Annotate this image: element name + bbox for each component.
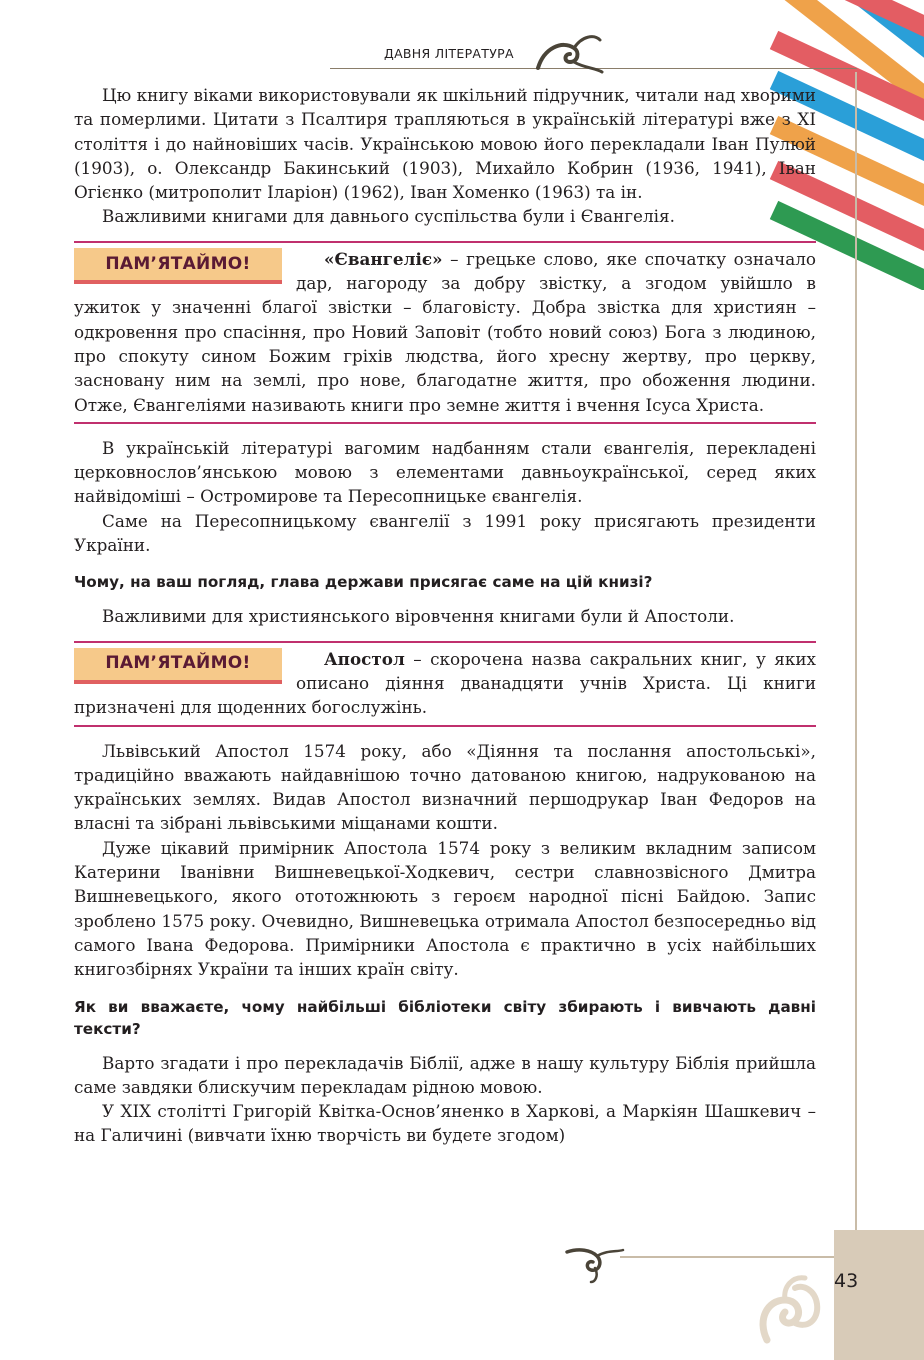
frame-line-horizontal bbox=[620, 1256, 857, 1258]
question: Чому, на ваш погляд, глава держави присягає саме на цій книзі? bbox=[74, 573, 653, 592]
remember-box-gospel bbox=[74, 242, 816, 424]
flourish-icon bbox=[534, 28, 604, 76]
paragraph: В українській літературі вагомим надбанням стали євангелія, перекладені церковнослов’янською мовою з елементами давньоукраїнської, серед яких найвідоміші – Остромирове та Пересопницьке євангелія. bbox=[74, 437, 816, 507]
flourish-bottom-icon bbox=[565, 1246, 625, 1284]
corner-ornament-icon bbox=[757, 1270, 827, 1360]
running-header: ДАВНЯ ЛІТЕРАТУРА bbox=[384, 46, 514, 61]
paragraph: Саме на Пересопницькому євангелії з 1991 року присягають президенти України. bbox=[74, 510, 816, 556]
definition-text: Апостол – скорочена назва сакральних книг, у яких описано діяння дванадцяти учнів Христа. Ці книги призначені для щоденних богослужінь. bbox=[74, 648, 816, 718]
definition-term: Апостол bbox=[324, 648, 405, 669]
paragraph: Варто згадати і про перекладачів Біблії, адже в нашу культуру Біблія прийшла саме завдяки блискучим перекладам рідною мовою. bbox=[74, 1052, 816, 1097]
remember-label: ПАМ’ЯТАЙМО! bbox=[74, 648, 282, 684]
remember-box-apostle bbox=[74, 642, 816, 727]
main-text bbox=[74, 83, 816, 1148]
page-corner-band bbox=[834, 1230, 924, 1360]
paragraph: Львівський Апостол 1574 року, або «Діяння та послання апостольські», традиційно вважають найдавнішою точно датованою книгою, надрукованою на українських землях. Видав Апостол визначний першодрукар Іван Федоров на власні та зібрані львівськими міщанами кошти. bbox=[74, 740, 816, 834]
paragraph: Цю книгу віками використовували як шкільний підручник, читали над хворими та померлими. Цитати з Псалтиря трапляються в українській літературі вже з XI століття і до найновіших часів. Українською мовою його перекладали Іван Пулюй (1903), о. Олександр Бакинський (1903), Михайло Кобрин (1936, 1941), Іван Огієнко (митрополит Іларіон) (1962), Іван Хоменко (1963) та ін. bbox=[74, 85, 816, 203]
definition-term: «Євангеліє» bbox=[324, 248, 443, 269]
remember-label: ПАМ’ЯТАЙМО! bbox=[74, 248, 282, 284]
paragraph: У XIX столітті Григорій Квітка-Основ’яненко в Харкові, а Маркіян Шашкевич – на Галичині (вивчати їхню творчість ви будете згодом) bbox=[74, 1101, 816, 1146]
page-number: 43 bbox=[834, 1270, 859, 1292]
paragraph: Дуже цікавий примірник Апостола 1574 року з великим вкладним записом Катерини Іванівни Вишневецької-Ходкевич, сестри славнозвісного Дмитра Вишневецького, якого ототожнюють з героєм народної пісні Байдою. Запис зроблено 1575 року. Очевидно, Вишневецька отримала Апостол безпосередньо від самого Івана Федорова. Примірники Апостола є практично в усіх найбільших книгозбірнях України та інших країн світу. bbox=[74, 837, 816, 980]
question: Як ви вважаєте, чому найбільші бібліотеки світу збирають і вивчають давні тексти? bbox=[74, 997, 816, 1038]
paragraph: Важливими книгами для давнього суспільства були і Євангелія. bbox=[102, 206, 675, 227]
paragraph: Важливими для християнського віровчення книгами були й Апостоли. bbox=[102, 606, 735, 627]
frame-line-vertical bbox=[855, 72, 857, 1257]
definition-text: «Євангеліє» – грецьке слово, яке спочатку означало дар, нагороду за добру звістку, а згодом увійшло в ужиток у значенні благої звістки – благовісту. Добра звістка для християн – одкровення про спасіння, про Новий Заповіт (тобто новий союз) Бога з людиною, про спокуту сином Божим гріхів людства, його хресну жертву, про церкву, засновану ним на землі, про нове, благодатне життя, про обоження людини. Отже, Євангеліями називають книги про земне життя і вчення Ісуса Христа. bbox=[74, 248, 816, 415]
